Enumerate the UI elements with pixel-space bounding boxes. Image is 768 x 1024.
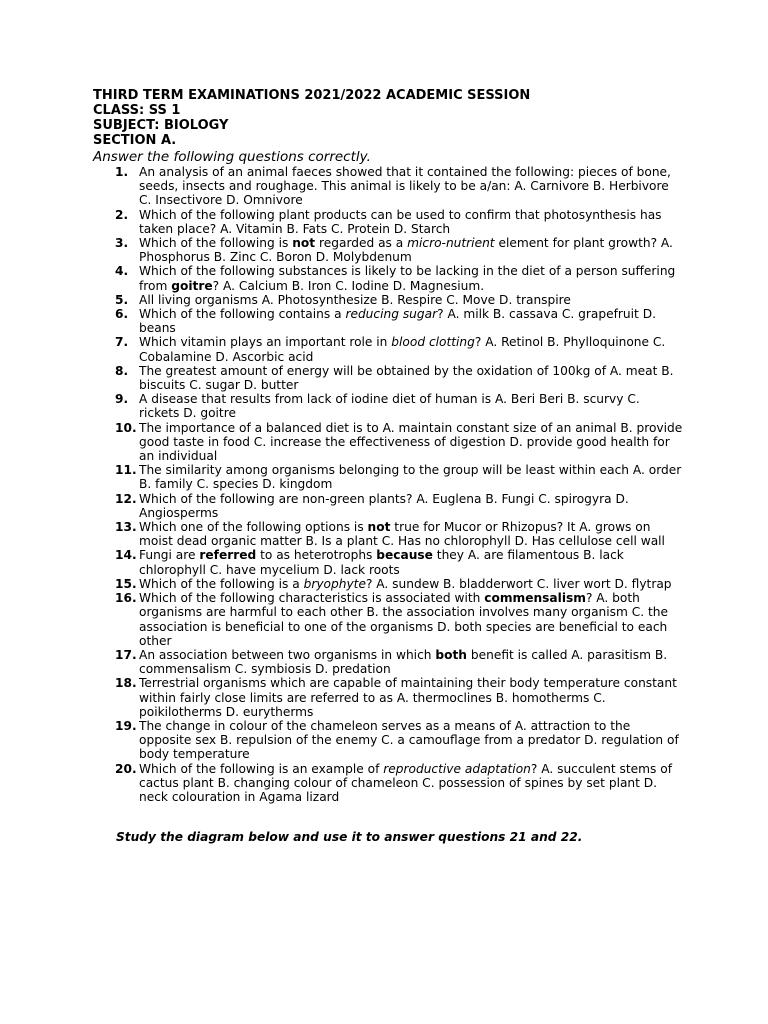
question-text: benefit is called A. parasitism B. commensalism C. symbiosis D. predation — [139, 647, 668, 677]
question-text: All living organisms A. Photosynthesize B. Respire C. Move D. transpire — [139, 292, 571, 307]
section-heading: SECTION A. — [93, 133, 177, 148]
question-number: 12. — [115, 491, 137, 506]
question-item — [93, 577, 683, 591]
question-number: 16. — [115, 591, 137, 606]
question-text: Which of the following substances is likely to be lacking in the diet of a person suffering from — [139, 264, 676, 293]
question-number: 8. — [115, 363, 129, 378]
question-text: An analysis of an animal faeces showed that it contained the following: pieces of bone, seeds, insects and roughage. This animal is likely to be a/an: A. Carnivore B. Herbivore C. Insectivore D. Omnivore — [139, 165, 671, 208]
study-note: Study the diagram below and use it to answer questions 21 and 22. — [116, 830, 583, 844]
question-text: An association between two organisms in which — [139, 647, 436, 662]
question-text: The importance of a balanced diet is to A. maintain constant size of an animal B. provide good taste in food C. increase the effectiveness of digestion D. provide good health for an individual — [139, 420, 683, 464]
question-number: 3. — [115, 236, 129, 251]
question-number: 15. — [115, 576, 137, 591]
question-text: The similarity among organisms belonging to the group will be least within each A. order B. family C. species D. kingdom — [139, 463, 682, 492]
question-text: Which of the following is an example of — [139, 761, 384, 776]
question-text: Fungi are — [139, 548, 200, 563]
question-text: ? A. milk B. cassava C. grapefruit D. beans — [139, 307, 656, 336]
question-number: 5. — [115, 292, 129, 307]
question-text: regarded as a — [315, 236, 408, 251]
question-text: micro-nutrient — [407, 236, 495, 251]
question-text: reproductive adaptation — [383, 761, 531, 776]
question-text: to as heterotrophs — [256, 548, 377, 563]
question-number: 9. — [115, 392, 129, 407]
question-text: A disease that results from lack of iodine diet of human is A. Beri Beri B. scurvy C. rickets D. goitre — [139, 392, 640, 421]
question-text: Which of the following characteristics is associated with — [139, 591, 485, 606]
instruction-text: Answer the following questions correctly. — [93, 149, 371, 165]
question-item — [93, 293, 683, 307]
question-text: Terrestrial organisms which are capable of maintaining their body temperature constant within fairly close limits are referred to as A. thermoclines B. homotherms C. poikilotherms D. eurytherms — [139, 676, 677, 719]
question-text: Which of the following plant products can be used to confirm that photosynthesis has taken place? A. Vitamin B. Fats C. Protein D. Starch — [139, 207, 662, 236]
question-number: 17. — [115, 647, 137, 662]
class-line: CLASS: SS 1 — [93, 103, 181, 118]
question-text: not — [367, 520, 391, 535]
question-item — [93, 719, 683, 762]
question-text: Which one of the following options is — [139, 520, 368, 535]
question-list — [93, 165, 683, 804]
exam-header — [93, 88, 530, 165]
question-text: goitre — [171, 278, 213, 293]
question-number: 19. — [115, 718, 137, 733]
question-item — [93, 364, 683, 392]
question-text: ? A. sundew B. bladderwort C. liver wort D. flytrap — [365, 576, 672, 591]
question-text: ? A. Calcium B. Iron C. Iodine D. Magnesium. — [212, 278, 485, 293]
question-text: they A. are filamentous B. lack chlorophyll C. have mycelium D. lack roots — [139, 548, 624, 577]
question-text: both — [435, 647, 467, 662]
question-number: 11. — [115, 463, 137, 478]
question-item — [93, 208, 683, 236]
question-text: ? A. both organisms are harmful to each other B. the association involves many organism C. the association is beneficial to one of the organisms D. both species are beneficial to each other — [139, 591, 669, 648]
question-text: The change in colour of the chameleon serves as a means of A. attraction to the opposite sex B. repulsion of the enemy C. a camouflage from a predator D. regulation of body temperature — [139, 718, 679, 762]
question-item — [93, 762, 683, 805]
question-text: bryophyte — [303, 576, 366, 591]
question-text: element for plant growth? A. Phosphorus B. Zinc C. Boron D. Molybdenum — [139, 236, 673, 265]
question-item — [93, 264, 683, 292]
question-item — [93, 648, 683, 676]
question-text: Which of the following is — [139, 236, 293, 251]
question-number: 13. — [115, 520, 137, 535]
question-item — [93, 335, 683, 363]
question-text: The greatest amount of energy will be obtained by the oxidation of 100kg of A. meat B. biscuits C. sugar D. butter — [139, 363, 674, 393]
question-number: 20. — [115, 761, 137, 776]
question-item — [93, 307, 683, 335]
exam-title: THIRD TERM EXAMINATIONS 2021/2022 ACADEMIC SESSION — [93, 88, 531, 103]
question-item — [93, 392, 683, 420]
question-item — [93, 676, 683, 719]
question-text: ? A. Retinol B. Phylloquinone C. Cobalamine D. Ascorbic acid — [139, 335, 666, 364]
question-item — [93, 492, 683, 520]
question-text: blood clotting — [391, 335, 475, 350]
subject-line: SUBJECT: BIOLOGY — [93, 118, 229, 133]
question-number: 4. — [115, 264, 129, 279]
question-number: 18. — [115, 676, 137, 691]
question-text: referred — [199, 548, 257, 563]
question-text: because — [376, 548, 433, 563]
question-number: 7. — [115, 335, 129, 350]
question-item — [93, 591, 683, 648]
question-text: Which of the following contains a — [139, 307, 346, 322]
question-text: reducing sugar — [345, 307, 438, 322]
question-text: Which of the following are non-green plants? A. Euglena B. Fungi C. spirogyra D. Angiosperms — [139, 491, 629, 520]
question-text: not — [292, 236, 316, 251]
question-text: commensalism — [484, 591, 586, 606]
question-item — [93, 520, 683, 548]
question-number: 1. — [115, 165, 129, 179]
question-item — [93, 236, 683, 264]
question-item — [93, 548, 683, 576]
question-number: 6. — [115, 307, 129, 322]
question-item — [93, 165, 683, 208]
question-text: true for Mucor or Rhizopus? It A. grows on moist dead organic matter B. Is a plant C. Has no chlorophyll D. Has cellulose cell wall — [139, 520, 665, 549]
question-number: 10. — [115, 420, 137, 435]
question-number: 2. — [115, 207, 129, 222]
question-text: Which vitamin plays an important role in — [139, 335, 392, 350]
question-item — [93, 463, 683, 491]
question-number: 14. — [115, 548, 137, 563]
question-item — [93, 421, 683, 464]
question-text: ? A. succulent stems of cactus plant B. changing colour of chameleon C. possession of spines by set plant D. neck colouration in Agama lizard — [139, 761, 673, 804]
question-text: Which of the following is a — [139, 576, 304, 591]
